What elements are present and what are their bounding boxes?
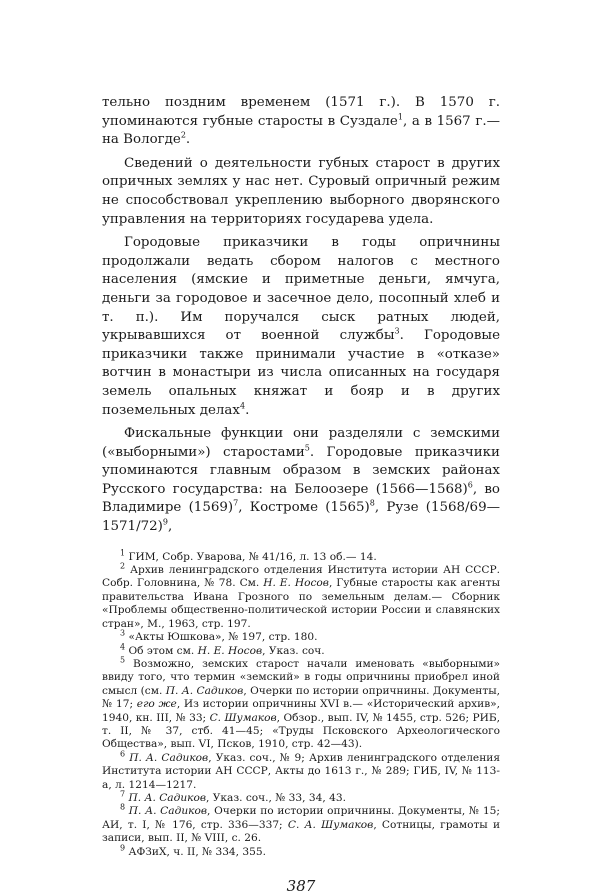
footnote-ref: 7	[233, 499, 239, 508]
book-page	[102, 94, 500, 895]
text-run: , Очерки по истории опричнины. Документы, № 15; АИ, т. I, № 176, стр. 336—337;	[102, 805, 500, 831]
footnote-ref: 7	[120, 789, 126, 799]
footnote	[102, 548, 500, 564]
footnote	[102, 561, 501, 631]
text-run: Городовые приказчики в годы опричнины продолжали ведать сбором налогов с местного населения (ямские и приметные деньги, ямчуга, деньги за городовое и засечное дело, посопный хлеб и т. п.). Им поручался сыск ратных людей, укрывавшихся от военной службы	[102, 235, 500, 344]
footnote-ref: 3	[394, 326, 400, 336]
footnote	[102, 749, 500, 792]
text-run: .	[185, 132, 191, 148]
footnote-ref: 2	[180, 130, 186, 140]
text-run: , Очерки по истории опричнины. Документы, № 17;	[102, 684, 500, 711]
footnote	[102, 843, 500, 859]
author-name: П. А. Садиков	[129, 751, 209, 764]
author-name: П. А. Садиков	[128, 805, 208, 818]
text-run: Сведений о деятельности губных старост в других опричных землях у нас нет. Суровый опричный режим не способствовал укреплению выборного дворянского управления на территориях государева удела.	[102, 155, 500, 227]
text-run: Возможно, земских старост начали именовать «выборными» ввиду того, что термин «земский» в годы опричнины приобрел иной смысл (см.	[102, 657, 500, 697]
paragraph	[102, 425, 500, 537]
footnote-ref: 6	[467, 480, 473, 490]
text-run: . Городовые приказчики также принимали участие в «отказе» вотчин в монастыри из числа описанных на государя земель опальных княжат и бояр и в других поземельных делах	[102, 328, 500, 418]
text-run: , а в 1567 г.— на Вологде	[102, 113, 500, 148]
text-run: , Костроме (1565)	[238, 500, 370, 516]
text-run: , Обзор., вып. IV, № 1455, стр. 526; РИБ, т. II, № 37, стб. 41—45; «Труды Псковского Археологического Общества», вып. VI, Псков, 1910, стр. 42—43).	[102, 711, 501, 751]
footnote-ref: 6	[120, 749, 126, 759]
main-text	[102, 94, 500, 537]
footnote-ref: 9	[120, 843, 126, 853]
paragraph	[102, 234, 500, 420]
text-run: , Губные старосты как агенты правительства Ивана Грозного по земельным делам.— Сборник «Проблемы общественно-политической истории России и славянских стран», М., 1963, стр. 197.	[102, 577, 501, 630]
author-name: его же	[136, 698, 177, 711]
author-name: Н. Е. Носов	[263, 577, 329, 590]
author-name: Н. Е. Носов	[197, 644, 263, 657]
text-run: «Акты Юшкова», № 197, стр. 180.	[125, 631, 318, 644]
footnote-ref: 4	[239, 401, 246, 411]
text-run: , во Владимире (1569)	[102, 481, 500, 516]
author-name: С. Шумаков	[209, 711, 277, 724]
text-run: , Указ. соч., № 33, 34, 43.	[206, 791, 346, 804]
footnote-ref: 3	[120, 628, 126, 638]
footnote	[102, 789, 500, 805]
text-run: .	[245, 402, 250, 418]
footnote	[102, 655, 501, 752]
text-run: . Городовые приказчики упоминаются главным образом в земских районах Русского государства: на Белоозере (1566—1568)	[102, 444, 500, 497]
text-run: тельно поздним временем (1571 г.). В 1570 г. упоминаются губные старосты в Суздале	[102, 95, 500, 129]
footnote-ref: 2	[120, 561, 126, 571]
text-run: , Сотницы, грамоты и записи, вып. II, № VIII, с. 26.	[102, 818, 501, 845]
footnote-ref: 1	[397, 112, 403, 122]
text-run: , Из истории опричнины XVI в.— «Исторический архив», 1940, кн. III, № 33;	[102, 698, 501, 724]
author-name: П. А. Садиков	[165, 684, 244, 697]
paragraph	[102, 155, 500, 229]
page-number: 387	[286, 877, 316, 895]
footnote-ref: 1	[120, 548, 126, 558]
text-run: , Рузе (1568/69—1571/72)	[102, 500, 500, 535]
author-name: С. А. Шумаков	[287, 818, 374, 831]
text-run: Фискальные функции они разделяли с земскими («выборными») старостами	[102, 426, 500, 460]
text-run: , Указ. соч.	[262, 644, 325, 657]
footnote-ref: 5	[120, 655, 126, 665]
text-run: АФЗиХ, ч. II, № 334, 355.	[125, 845, 266, 858]
footnote	[102, 802, 501, 845]
footnote	[102, 628, 500, 644]
footnote-ref: 5	[304, 443, 310, 453]
footnote-ref: 8	[369, 499, 375, 508]
author-name: П. А. Садиков	[128, 791, 207, 804]
footnote-ref: 4	[120, 641, 126, 651]
footnote-ref: 9	[162, 517, 168, 527]
text-run: , Указ. соч., № 9; Архив ленинградского отделения Института истории АН СССР, Акты до 1613 г., № 289; ГИБ, IV, № 113-а, л. 1214—1217.	[102, 751, 500, 791]
text-run: ,	[167, 519, 173, 535]
footnotes	[102, 548, 501, 859]
text-run: Об этом см.	[125, 644, 198, 657]
text-run: Архив ленинградского отделения Института истории АН СССР. Собр. Головнина, № 78. См.	[102, 564, 500, 590]
paragraph	[102, 94, 500, 150]
text-run: ГИМ, Собр. Уварова, № 41/16, л. 13 об.— 14.	[125, 550, 377, 563]
footnote-ref: 8	[120, 802, 126, 812]
footnote	[102, 641, 500, 658]
